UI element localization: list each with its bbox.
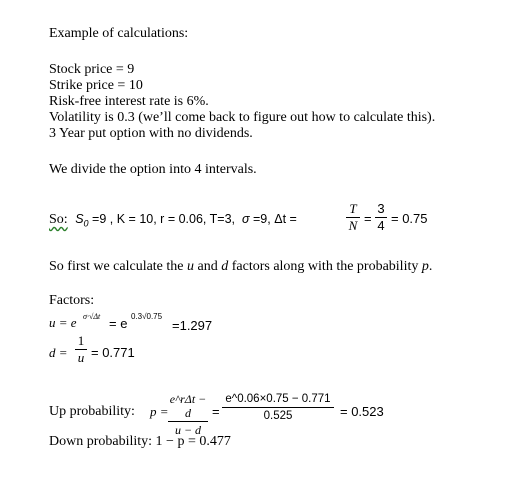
dt-result: = 0.75 <box>391 211 428 226</box>
d-result: = 0.771 <box>91 345 135 360</box>
s0-symbol: $S_0$ <box>75 212 89 229</box>
frac-1: 1 <box>77 333 85 348</box>
up-den-symbolic: u − d <box>174 423 202 437</box>
first-calc-text-4: . <box>428 259 433 274</box>
down-prob-line: Down probability: 1 − p = 0.477 <box>49 434 231 449</box>
first-calc-line <box>49 259 432 275</box>
k-r-t-values: K = 10, r = 0.06, T=3, <box>116 212 235 226</box>
so-line <box>49 211 297 228</box>
p-equals: p = <box>150 404 169 419</box>
u-exponent-1: σ·√Δt <box>83 312 101 321</box>
divide-text: We divide the option into 4 intervals. <box>49 162 257 177</box>
sigma-symbol: σ <box>238 212 253 226</box>
u-lhs: u = e <box>49 315 77 330</box>
first-calc-text-2: and <box>194 259 222 274</box>
fraction-1-over-u <box>75 334 87 365</box>
frac-t: T <box>349 201 357 216</box>
d-lhs: d = <box>49 345 68 360</box>
factors-label: Factors: <box>49 293 95 308</box>
equals-sign-1: = <box>364 211 372 226</box>
d-symbol: d <box>221 259 229 274</box>
up-prob-label: Up probability: <box>49 404 135 419</box>
frac-n: N <box>348 218 358 233</box>
frac-u: u <box>77 350 85 365</box>
fraction-up-prob-numeric <box>222 392 334 423</box>
equals-sign-2: = <box>212 404 220 419</box>
so-label: So: <box>49 212 68 227</box>
up-num-numeric: e^0.06×0.75 − 0.771 <box>225 393 331 405</box>
u-equals-e: = e <box>109 316 128 331</box>
p-symbol: p <box>421 259 429 274</box>
s0-value: =9 , <box>92 212 114 226</box>
frac-3: 3 <box>377 201 385 216</box>
fraction-up-prob-symbolic <box>168 392 208 437</box>
fraction-bar-4 <box>168 421 208 422</box>
put-option-line: 3 Year put option with no dividends. <box>49 126 253 141</box>
frac-4: 4 <box>377 218 385 233</box>
u-result: =1.297 <box>172 318 213 333</box>
u-symbol: u <box>187 259 195 274</box>
up-num-symbolic: e^rΔt − d <box>169 392 207 420</box>
heading: Example of calculations: <box>49 26 189 41</box>
volatility-line: Volatility is 0.3 (we’ll come back to figure out how to calculate this). <box>49 110 436 125</box>
up-prob-result: = 0.523 <box>340 404 384 419</box>
strike-price-line: Strike price = 10 <box>49 78 143 93</box>
fraction-bar-5 <box>222 407 334 408</box>
first-calc-text-3: factors along with the probability <box>228 259 422 274</box>
first-calc-text-1: So first we calculate the <box>49 259 188 274</box>
sigma-value: =9, <box>252 212 271 226</box>
dt-label: Δt = <box>274 212 297 226</box>
risk-free-line: Risk-free interest rate is 6%. <box>49 94 209 109</box>
u-exponent-2: 0.3√0.75 <box>131 312 163 321</box>
fraction-3-over-4 <box>375 202 387 233</box>
up-den-numeric: 0.525 <box>263 410 293 422</box>
fraction-t-over-n <box>346 202 360 233</box>
stock-price-line: Stock price = 9 <box>49 62 135 77</box>
